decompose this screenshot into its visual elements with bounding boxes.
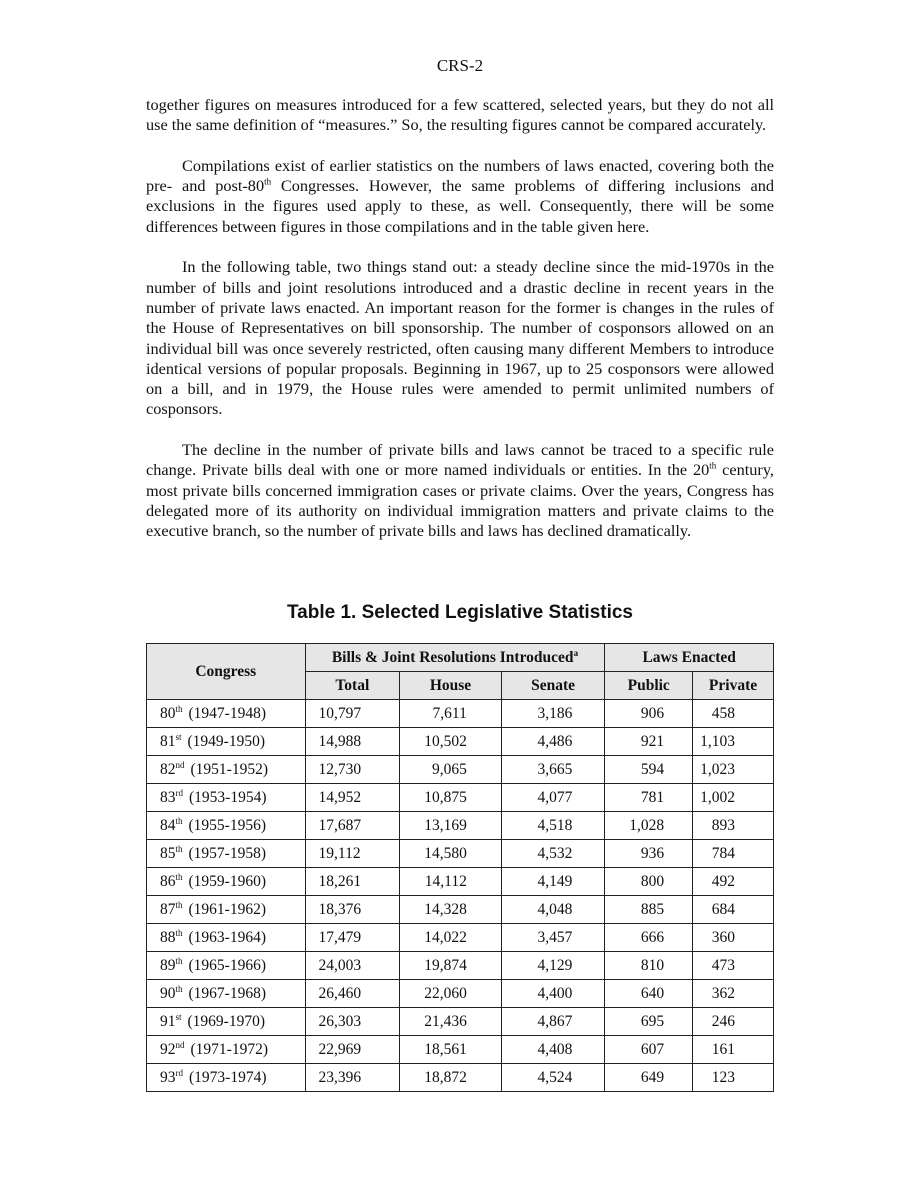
subheader-senate: Senate bbox=[501, 672, 605, 700]
cell-public: 921 bbox=[605, 728, 693, 756]
cell-house: 21,436 bbox=[400, 1008, 502, 1036]
cell-house: 19,874 bbox=[400, 952, 502, 980]
table-header-row bbox=[147, 644, 774, 672]
table-row bbox=[147, 980, 774, 1008]
cell-public: 800 bbox=[605, 868, 693, 896]
cell-senate: 4,129 bbox=[501, 952, 605, 980]
cell-senate: 4,532 bbox=[501, 840, 605, 868]
cell-congress: 86th (1959-1960) bbox=[147, 868, 306, 896]
cell-congress: 92nd (1971-1972) bbox=[147, 1036, 306, 1064]
table-row bbox=[147, 756, 774, 784]
table-row bbox=[147, 896, 774, 924]
cell-total: 14,988 bbox=[305, 728, 400, 756]
table-row bbox=[147, 700, 774, 728]
cell-house: 14,022 bbox=[400, 924, 502, 952]
cell-private: 161 bbox=[693, 1036, 774, 1064]
cell-public: 781 bbox=[605, 784, 693, 812]
cell-private: 246 bbox=[693, 1008, 774, 1036]
cell-total: 18,376 bbox=[305, 896, 400, 924]
paragraph-3: In the following table, two things stand out: a steady decline since the mid-1970s in the number of bills and joint resolutions introduced and a drastic decline in recent years in the number of private laws enacted. An important reason for the former is changes in the rules of the House of Representatives on bill sponsorship. The number of cosponsors allowed on an individual bill was once severely restricted, often causing many different Members to introduce identical versions of popular proposals. Beginning in 1967, up to 25 cosponsors were allowed on a bill, and in 1979, the House rules were amended to permit unlimited numbers of cosponsors. bbox=[146, 257, 774, 419]
table-row bbox=[147, 812, 774, 840]
cell-congress: 88th (1963-1964) bbox=[147, 924, 306, 952]
cell-private: 1,002 bbox=[693, 784, 774, 812]
cell-total: 17,479 bbox=[305, 924, 400, 952]
cell-public: 936 bbox=[605, 840, 693, 868]
cell-senate: 4,400 bbox=[501, 980, 605, 1008]
subheader-total: Total bbox=[305, 672, 400, 700]
table-row bbox=[147, 840, 774, 868]
body-text bbox=[146, 95, 774, 562]
cell-congress: 89th (1965-1966) bbox=[147, 952, 306, 980]
cell-senate: 4,077 bbox=[501, 784, 605, 812]
cell-congress: 87th (1961-1962) bbox=[147, 896, 306, 924]
cell-senate: 4,408 bbox=[501, 1036, 605, 1064]
cell-senate: 4,486 bbox=[501, 728, 605, 756]
cell-house: 14,328 bbox=[400, 896, 502, 924]
page-number: CRS-2 bbox=[436, 56, 484, 75]
cell-congress: 81st (1949-1950) bbox=[147, 728, 306, 756]
cell-public: 640 bbox=[605, 980, 693, 1008]
cell-senate: 3,186 bbox=[501, 700, 605, 728]
cell-total: 26,460 bbox=[305, 980, 400, 1008]
cell-senate: 3,665 bbox=[501, 756, 605, 784]
cell-congress: 91st (1969-1970) bbox=[147, 1008, 306, 1036]
table-row bbox=[147, 784, 774, 812]
cell-public: 1,028 bbox=[605, 812, 693, 840]
subheader-house: House bbox=[400, 672, 502, 700]
cell-house: 9,065 bbox=[400, 756, 502, 784]
cell-congress: 90th (1967-1968) bbox=[147, 980, 306, 1008]
cell-private: 362 bbox=[693, 980, 774, 1008]
cell-congress: 82nd (1951-1952) bbox=[147, 756, 306, 784]
paragraph-4: The decline in the number of private bills and laws cannot be traced to a specific rule change. Private bills deal with one or more named individuals or entities. In the 20th century, most private bills concerned immigration cases or private claims. Over the years, Congress has delegated more of its authority on individual immigration matters and private claims to the executive branch, so the number of private bills and laws has declined dramatically. bbox=[146, 440, 775, 541]
cell-senate: 4,048 bbox=[501, 896, 605, 924]
cell-public: 695 bbox=[605, 1008, 693, 1036]
table-row bbox=[147, 1064, 774, 1092]
cell-public: 810 bbox=[605, 952, 693, 980]
table-row bbox=[147, 952, 774, 980]
cell-senate: 4,149 bbox=[501, 868, 605, 896]
cell-congress: 85th (1957-1958) bbox=[147, 840, 306, 868]
cell-public: 649 bbox=[605, 1064, 693, 1092]
cell-public: 594 bbox=[605, 756, 693, 784]
cell-congress: 83rd (1953-1954) bbox=[147, 784, 306, 812]
cell-senate: 3,457 bbox=[501, 924, 605, 952]
cell-total: 14,952 bbox=[305, 784, 400, 812]
table-row bbox=[147, 1008, 774, 1036]
cell-public: 607 bbox=[605, 1036, 693, 1064]
cell-house: 18,561 bbox=[400, 1036, 502, 1064]
cell-senate: 4,867 bbox=[501, 1008, 605, 1036]
cell-house: 10,875 bbox=[400, 784, 502, 812]
cell-private: 473 bbox=[693, 952, 774, 980]
cell-total: 12,730 bbox=[305, 756, 400, 784]
cell-total: 26,303 bbox=[305, 1008, 400, 1036]
cell-house: 22,060 bbox=[400, 980, 502, 1008]
cell-private: 458 bbox=[693, 700, 774, 728]
header-laws: Laws Enacted bbox=[605, 644, 774, 672]
cell-house: 14,580 bbox=[400, 840, 502, 868]
table-body bbox=[147, 700, 774, 1092]
paragraph-2: Compilations exist of earlier statistics on the numbers of laws enacted, covering both the pre- and post-80th Congresses. However, the same problems of differing inclusions and exclusions in the figures used apply to these, as well. Consequently, there will be some differences between figures in those compilations and in the table given here. bbox=[146, 155, 774, 236]
table-row bbox=[147, 1036, 774, 1064]
cell-total: 10,797 bbox=[305, 700, 400, 728]
cell-congress: 80th (1947-1948) bbox=[147, 700, 306, 728]
cell-total: 17,687 bbox=[305, 812, 400, 840]
table-row bbox=[147, 728, 774, 756]
legislative-statistics-table bbox=[146, 643, 774, 1092]
cell-house: 10,502 bbox=[400, 728, 502, 756]
cell-congress: 93rd (1973-1974) bbox=[147, 1064, 306, 1092]
cell-house: 14,112 bbox=[400, 868, 502, 896]
cell-house: 18,872 bbox=[400, 1064, 502, 1092]
subheader-private: Private bbox=[693, 672, 774, 700]
header-bills: Bills & Joint Resolutions Introduced$^a$ bbox=[305, 644, 605, 672]
cell-total: 19,112 bbox=[305, 840, 400, 868]
cell-senate: 4,524 bbox=[501, 1064, 605, 1092]
cell-private: 684 bbox=[693, 896, 774, 924]
cell-private: 1,103 bbox=[693, 728, 774, 756]
table-title: Table 1. Selected Legislative Statistics bbox=[286, 602, 634, 623]
cell-public: 885 bbox=[605, 896, 693, 924]
cell-private: 784 bbox=[693, 840, 774, 868]
cell-total: 24,003 bbox=[305, 952, 400, 980]
cell-total: 23,396 bbox=[305, 1064, 400, 1092]
table-row bbox=[147, 868, 774, 896]
cell-private: 492 bbox=[693, 868, 774, 896]
cell-congress: 84th (1955-1956) bbox=[147, 812, 306, 840]
cell-private: 360 bbox=[693, 924, 774, 952]
cell-total: 22,969 bbox=[305, 1036, 400, 1064]
cell-total: 18,261 bbox=[305, 868, 400, 896]
header-congress: Congress bbox=[147, 644, 306, 700]
cell-house: 13,169 bbox=[400, 812, 502, 840]
cell-house: 7,611 bbox=[400, 700, 502, 728]
cell-private: 123 bbox=[693, 1064, 774, 1092]
subheader-public: Public bbox=[605, 672, 693, 700]
cell-private: 1,023 bbox=[693, 756, 774, 784]
table-row bbox=[147, 924, 774, 952]
cell-senate: 4,518 bbox=[501, 812, 605, 840]
paragraph-1: together figures on measures introduced for a few scattered, selected years, but they do not all use the same definition of “measures.” So, the resulting figures cannot be compared accurately. bbox=[146, 95, 774, 135]
cell-public: 666 bbox=[605, 924, 693, 952]
cell-private: 893 bbox=[693, 812, 774, 840]
cell-public: 906 bbox=[605, 700, 693, 728]
